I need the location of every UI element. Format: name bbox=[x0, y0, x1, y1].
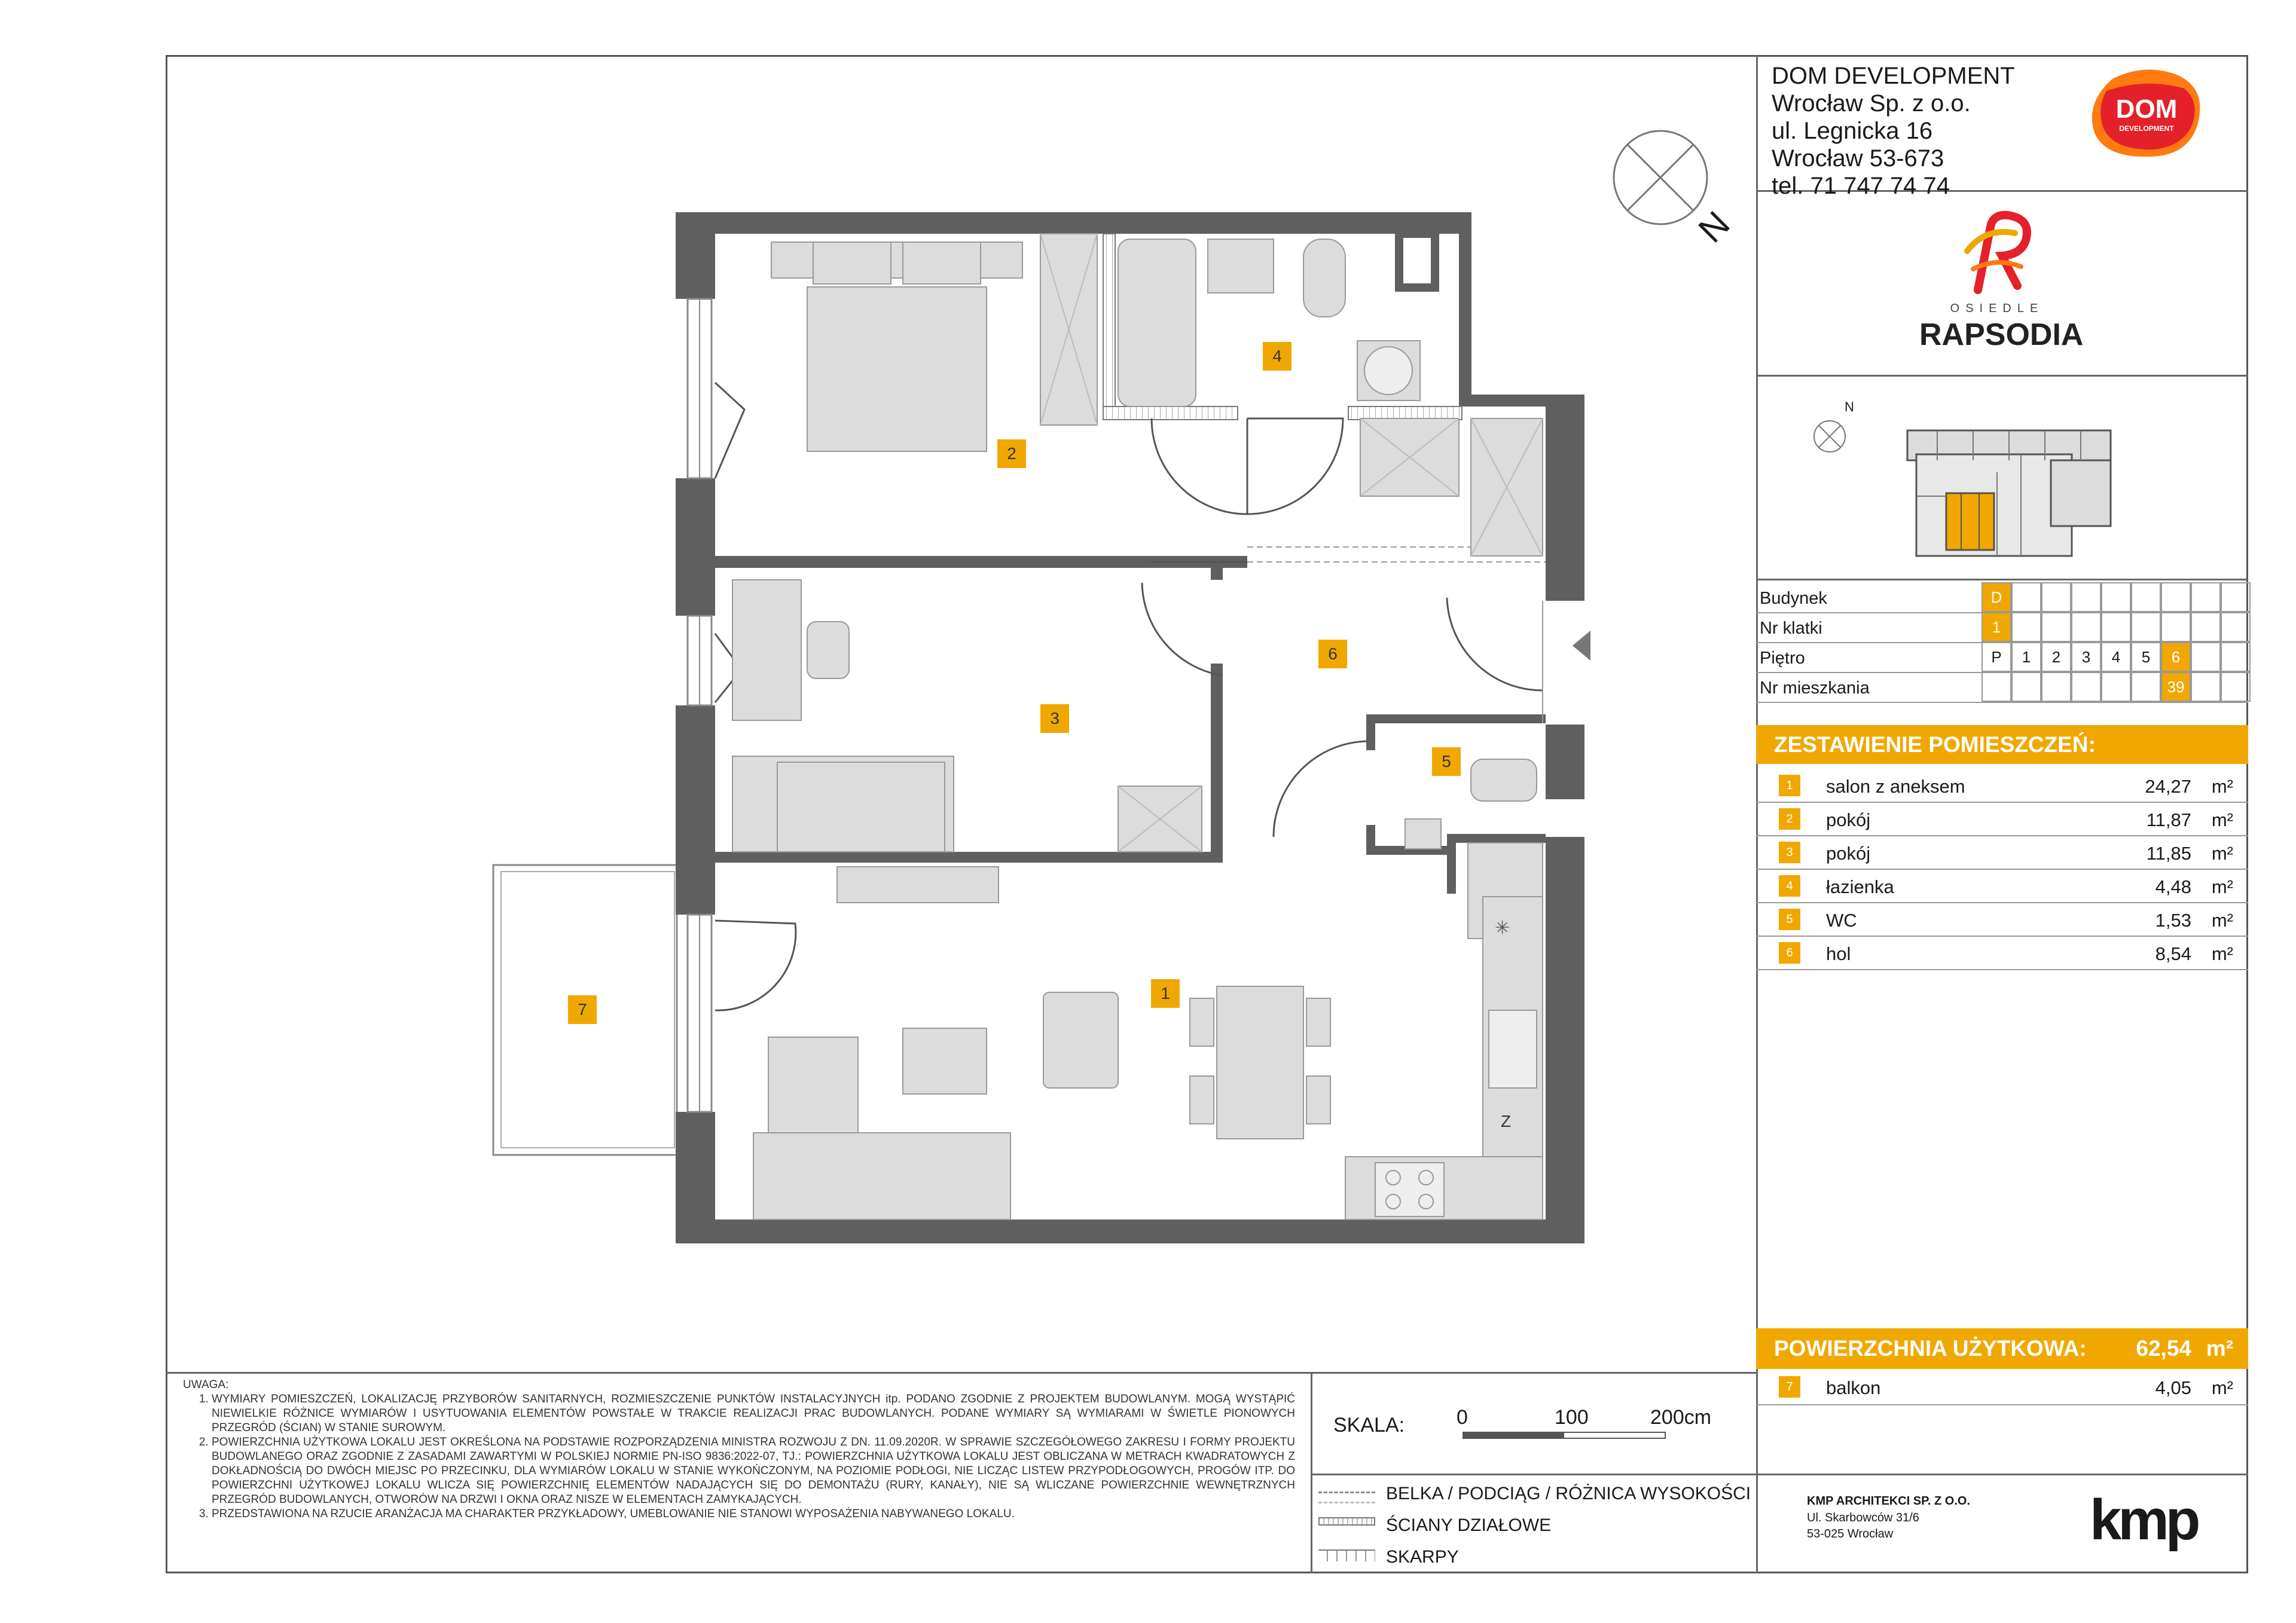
room-num: 5 bbox=[1779, 909, 1800, 930]
room-area: 24,27 bbox=[2145, 776, 2191, 797]
plan-label-room-5: 5 bbox=[1432, 747, 1461, 776]
plan-label-room-4: 4 bbox=[1263, 342, 1292, 371]
plan-label-room-7: 7 bbox=[568, 995, 597, 1024]
info-cell: 2 bbox=[2041, 642, 2071, 672]
info-cell bbox=[2191, 582, 2221, 612]
usable-area-label: POWIERZCHNIA UŻYTKOWA: bbox=[1774, 1336, 2087, 1361]
scale-bar bbox=[1463, 1432, 1666, 1439]
freezer-icon: ✳ bbox=[1495, 918, 1510, 938]
balcony-number: 7 bbox=[1779, 1376, 1800, 1398]
room-row bbox=[1756, 802, 2248, 836]
legend-beam: BELKA / PODCIĄG / RÓŻNICA WYSOKOŚCI bbox=[1386, 1484, 1751, 1503]
klatka-label: Nr klatki bbox=[1760, 619, 1822, 638]
building-keyplan bbox=[1901, 418, 2117, 562]
balcony-name: balkon bbox=[1826, 1377, 1881, 1398]
dom-development-logo bbox=[2089, 67, 2205, 163]
room-num: 2 bbox=[1779, 808, 1800, 830]
legend-divider bbox=[1311, 1474, 1758, 1475]
info-cell bbox=[2221, 672, 2251, 702]
room-unit: m² bbox=[2211, 776, 2233, 797]
estate-small-label: OSIEDLE bbox=[1950, 302, 2044, 315]
scale-label: SKALA: bbox=[1333, 1414, 1405, 1436]
info-cell bbox=[2191, 672, 2221, 702]
info-cell: P bbox=[1981, 642, 2011, 672]
info-cell: D bbox=[1981, 582, 2011, 612]
rapsodia-r-icon bbox=[1955, 209, 2039, 299]
note-item: 1. WYMIARY POMIESZCZEŃ, LOKALIZACJĘ PRZYBORÓW SANITARNYCH, ROZMIESZCZENIE PUNKTÓW INSTALACYJNYCH itp. PODANO ZGODNIE Z PROJEKTEM BUDOWLANYM. MOGĄ WYSTĄPIĆ NIEWIELKIE RÓŻNICE WYMIARÓW I USYTUOWANIA ELEMENTÓW POWSTAŁE W TRAKCIE REALIZACJI PRAC BUDOWLANYCH. PODANE WYMIARY SĄ WYMIARAMI W ŚWIETLE PIONOWYCH PRZEGRÓD (ŚCIAN) W STANIE SUROWYM. bbox=[212, 1392, 1295, 1435]
info-cell bbox=[2071, 672, 2101, 702]
balcony-unit: m² bbox=[2211, 1377, 2233, 1398]
info-cell bbox=[2101, 582, 2131, 612]
room-name: pokój bbox=[1826, 809, 1871, 830]
company-line: Wrocław Sp. z o.o. bbox=[1772, 90, 1971, 117]
room-name: łazienka bbox=[1826, 876, 1894, 897]
legend-beam-symbol bbox=[1318, 1491, 1375, 1493]
scale-divider bbox=[1311, 1372, 1312, 1573]
legend-beam-symbol-2 bbox=[1318, 1502, 1375, 1503]
sidebar-line bbox=[1756, 1474, 2248, 1475]
logo-subtext: DEVELOPMENT bbox=[2119, 124, 2174, 133]
architect-city: 53-025 Wrocław bbox=[1807, 1527, 1894, 1541]
company-line: tel. 71 747 74 74 bbox=[1772, 173, 1950, 199]
room-num: 6 bbox=[1779, 942, 1800, 964]
info-cell bbox=[2161, 582, 2191, 612]
info-cell: 3 bbox=[2071, 642, 2101, 672]
info-cell bbox=[2221, 582, 2251, 612]
info-cell bbox=[2011, 672, 2041, 702]
sidebar-line bbox=[1756, 375, 2248, 377]
architect-name: KMP ARCHITEKCI SP. Z O.O. bbox=[1807, 1494, 1970, 1508]
plan-label-room-1: 1 bbox=[1151, 979, 1180, 1008]
info-cell bbox=[2161, 612, 2191, 642]
room-name: pokój bbox=[1826, 843, 1871, 864]
info-cell bbox=[2221, 642, 2251, 672]
info-row-line bbox=[1756, 702, 2248, 703]
room-unit: m² bbox=[2211, 943, 2233, 964]
room-row bbox=[1756, 936, 2248, 970]
info-cell bbox=[2041, 672, 2071, 702]
mieszkanie-label: Nr mieszkania bbox=[1760, 678, 1870, 698]
scale-tick-100: 100 bbox=[1555, 1406, 1589, 1429]
info-cell bbox=[2101, 672, 2131, 702]
logo-text: DOM bbox=[2115, 94, 2178, 124]
room-num: 4 bbox=[1779, 875, 1800, 897]
plan-label-room-6: 6 bbox=[1318, 640, 1347, 668]
info-cell bbox=[2071, 582, 2101, 612]
estate-name: RAPSODIA bbox=[1919, 317, 2084, 352]
room-area: 8,54 bbox=[2155, 943, 2191, 964]
room-area: 11,85 bbox=[2146, 843, 2191, 864]
info-cell: 5 bbox=[2131, 642, 2161, 672]
info-cell bbox=[2131, 582, 2161, 612]
balcony-row bbox=[1756, 1370, 2248, 1404]
usable-area-bar bbox=[1756, 1328, 2248, 1369]
room-row bbox=[1756, 903, 2248, 936]
room-unit: m² bbox=[2211, 876, 2233, 897]
note-item: 2. POWIERZCHNIA UŻYTKOWA LOKALU JEST OKREŚLONA NA PODSTAWIE ROZPORZĄDZENIA MINISTRA ROZWOJU Z DN. 11.09.2020R. W SPRAWIE SZCZEGÓŁOWEGO ZAKRESU I FORMY PROJEKTU BUDOWLANEGO ORAZ ZGODNIE Z ZASADAMI ZAWARTYMI W POLSKIEJ NORMIE PN-ISO 9836:2022-07, TJ.: POWIERZCHNIA UŻYTKOWA LOKALU JEST OBLICZANA W METRACH KWADRATOWYCH Z DOKŁADNOŚCIĄ DO DWÓCH MIEJSC PO PRZECINKU, DLA WYMIARÓW LOKALU W STANIE WYKOŃCZONYM, NA POZIOMIE PODŁOGI, NIE LICZĄC LISTEW PRZYPODŁOGOWYCH, PROGÓW ITP. DO POWIERZCHNI UŻYTKOWEJ LOKALU WLICZA SIĘ POWIERZCHNIĘ ELEMENTÓW NADAJĄCYCH SIĘ DO DEMONTAŻU (RURY, KANAŁY), NIE SĄ WLICZANE POWIERZCHNIE WEWNĘTRZNYCH PRZEGRÓD BUDOWLANYCH, OTWORÓW NA DRZWI I OKNA ORAZ NISZE W ELEMENTACH ZAMYKAJĄCYCH. bbox=[212, 1435, 1295, 1507]
room-unit: m² bbox=[2211, 843, 2233, 864]
info-cell: 1 bbox=[2011, 642, 2041, 672]
note-item: 3. PRZEDSTAWIONA NA RZUCIE ARANŻACJA MA CHARAKTER PRZYKŁADOWY, UMEBLOWANIE NIE STANOWI WYPOSAŻENIA NABYWANEGO LOKALU. bbox=[212, 1507, 1295, 1521]
sidebar-line bbox=[1756, 579, 2248, 580]
info-cell bbox=[1981, 672, 2011, 702]
footer-divider bbox=[166, 1372, 1758, 1374]
usable-area-unit: m² bbox=[2206, 1336, 2233, 1361]
legend-partition: ŚCIANY DZIAŁOWE bbox=[1386, 1515, 1552, 1535]
room-row bbox=[1756, 869, 2248, 903]
pietro-label: Piętro bbox=[1760, 649, 1805, 668]
keyplan-north-label: N bbox=[1845, 399, 1854, 414]
plan-label-room-3: 3 bbox=[1040, 704, 1069, 733]
room-row bbox=[1756, 836, 2248, 869]
north-label: N bbox=[1690, 203, 1738, 250]
info-cell bbox=[2011, 582, 2041, 612]
info-cell bbox=[2041, 582, 2071, 612]
info-cell bbox=[2131, 612, 2161, 642]
info-cell bbox=[2041, 612, 2071, 642]
architect-street: Ul. Skarbowców 31/6 bbox=[1807, 1511, 1919, 1524]
legend-partition-symbol bbox=[1318, 1517, 1375, 1526]
company-line: ul. Legnicka 16 bbox=[1772, 118, 1933, 144]
room-row-line bbox=[1756, 969, 2248, 970]
info-cell bbox=[2221, 612, 2251, 642]
company-line: DOM DEVELOPMENT bbox=[1772, 63, 2015, 89]
info-cell bbox=[2071, 612, 2101, 642]
info-cell bbox=[2191, 642, 2221, 672]
kmp-logo: kmp bbox=[2090, 1488, 2197, 1552]
balcony-area: 4,05 bbox=[2155, 1377, 2191, 1398]
notes-block bbox=[183, 1378, 1295, 1521]
plan-label-room-2: 2 bbox=[997, 439, 1026, 468]
balcony-row-line bbox=[1756, 1404, 2248, 1405]
room-area: 4,48 bbox=[2155, 876, 2191, 897]
notes-title: UWAGA: bbox=[183, 1379, 229, 1391]
company-address bbox=[1772, 62, 2015, 200]
usable-area-value: 62,54 bbox=[2136, 1336, 2191, 1361]
info-cell bbox=[2101, 612, 2131, 642]
budynek-label: Budynek bbox=[1760, 589, 1827, 608]
scale-tick-0: 0 bbox=[1457, 1406, 1468, 1429]
info-cell: 6 bbox=[2161, 642, 2191, 672]
keyplan-compass-icon bbox=[1806, 412, 1854, 460]
info-cell: 4 bbox=[2101, 642, 2131, 672]
room-area: 1,53 bbox=[2155, 910, 2191, 931]
info-cell: 39 bbox=[2161, 672, 2191, 702]
info-cell bbox=[2191, 612, 2221, 642]
room-num: 1 bbox=[1779, 775, 1800, 796]
rooms-header-text: ZESTAWIENIE POMIESZCZEŃ: bbox=[1774, 732, 2096, 757]
room-num: 3 bbox=[1779, 842, 1800, 863]
room-area: 11,87 bbox=[2146, 809, 2191, 830]
fridge-mark: Z bbox=[1501, 1112, 1512, 1130]
room-name: WC bbox=[1826, 910, 1857, 931]
room-unit: m² bbox=[2211, 910, 2233, 931]
floor-plan bbox=[478, 197, 1614, 1273]
scale-tick-200: 200cm bbox=[1650, 1406, 1712, 1429]
legend-slope-symbol bbox=[1318, 1549, 1375, 1561]
rooms-header bbox=[1756, 725, 2248, 764]
room-row bbox=[1756, 769, 2248, 802]
info-cell bbox=[2131, 672, 2161, 702]
legend-slope: SKARPY bbox=[1386, 1547, 1459, 1567]
info-cell: 1 bbox=[1981, 612, 2011, 642]
room-name: salon z aneksem bbox=[1826, 776, 1965, 797]
company-line: Wrocław 53-673 bbox=[1772, 145, 1944, 172]
room-name: hol bbox=[1826, 943, 1851, 964]
room-unit: m² bbox=[2211, 809, 2233, 830]
info-cell bbox=[2011, 612, 2041, 642]
